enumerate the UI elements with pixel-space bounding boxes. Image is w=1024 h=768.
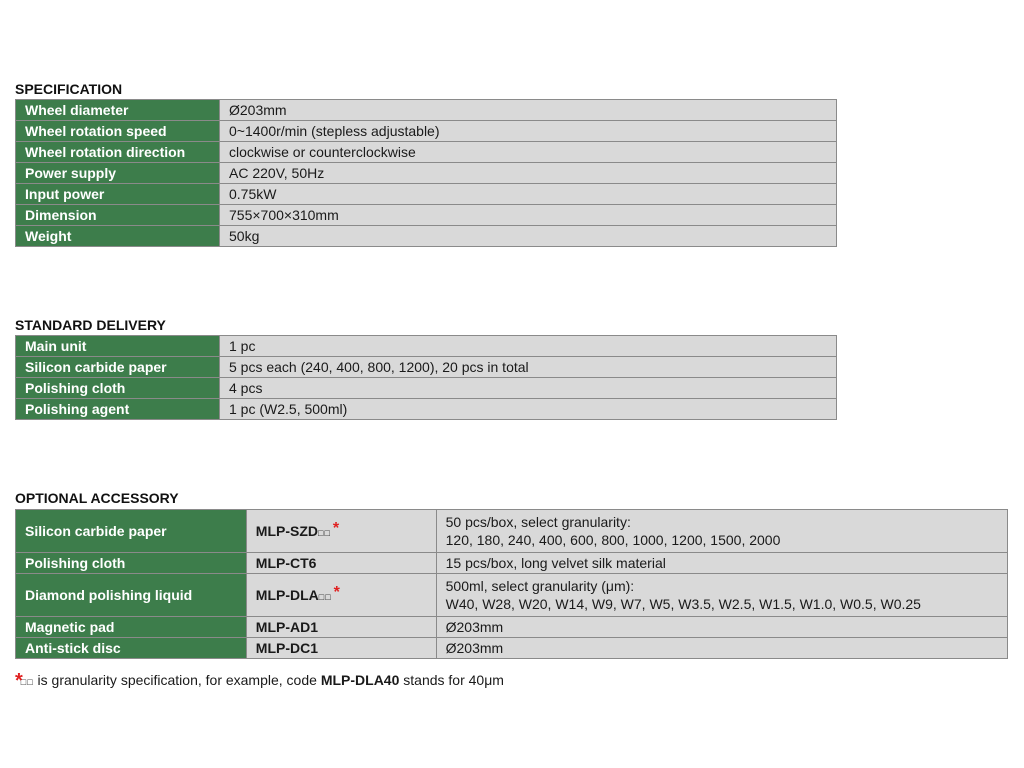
asterisk-icon: *: [15, 670, 23, 692]
delivery-label: Polishing cloth: [16, 378, 220, 399]
footnote-text: is granularity specification, for example, code: [33, 672, 321, 688]
accessory-description: [436, 510, 1007, 553]
spec-label: Power supply: [16, 163, 220, 184]
description-line: 120, 180, 240, 400, 600, 800, 1000, 1200, 1500, 2000: [445, 532, 781, 548]
description-line: 50 pcs/box, select granularity:: [445, 514, 631, 530]
spec-label: Weight: [16, 226, 220, 247]
table-row: [16, 184, 837, 205]
spec-label: Input power: [16, 184, 220, 205]
footnote-text-end: stands for 40μm: [399, 672, 504, 688]
accessory-label: Diamond polishing liquid: [16, 574, 247, 617]
optional-accessory-table: [15, 509, 1008, 659]
specification-table: [15, 99, 837, 247]
footnote-code: MLP-DLA40: [320, 672, 400, 688]
spec-value: 0.75kW: [220, 184, 837, 205]
table-row: [16, 617, 1008, 638]
table-row: [16, 205, 837, 226]
accessory-description: Ø203mm: [436, 638, 1007, 659]
spec-value: clockwise or counterclockwise: [220, 142, 837, 163]
accessory-code: [246, 574, 436, 617]
accessory-code: MLP-AD1: [246, 617, 436, 638]
table-row: [16, 121, 837, 142]
delivery-label: Silicon carbide paper: [16, 357, 220, 378]
table-row: [16, 638, 1008, 659]
accessory-label: Polishing cloth: [16, 553, 247, 574]
accessory-label: Magnetic pad: [16, 617, 247, 638]
delivery-value: 5 pcs each (240, 400, 800, 1200), 20 pcs in total: [220, 357, 837, 378]
spec-value: 0~1400r/min (stepless adjustable): [220, 121, 837, 142]
accessory-description: 15 pcs/box, long velvet silk material: [436, 553, 1007, 574]
table-row: [16, 100, 837, 121]
description-line: 500ml, select granularity (μm):: [445, 578, 635, 594]
accessory-label: Anti-stick disc: [16, 638, 247, 659]
delivery-label: Polishing agent: [16, 399, 220, 420]
spec-label: Dimension: [16, 205, 220, 226]
spec-value: 755×700×310mm: [220, 205, 837, 226]
table-row: [16, 226, 837, 247]
description-line: W40, W28, W20, W14, W9, W7, W5, W3.5, W2.5, W1.5, W1.0, W0.5, W0.25: [445, 596, 921, 612]
footnote: [15, 668, 504, 691]
accessory-description: Ø203mm: [436, 617, 1007, 638]
table-row: [16, 357, 837, 378]
granularity-boxes: □□: [20, 677, 34, 687]
asterisk-icon: *: [332, 520, 340, 537]
specification-title: SPECIFICATION: [15, 81, 123, 97]
code-text: MLP-DLA: [255, 587, 319, 603]
accessory-code: [246, 510, 436, 553]
spec-value: AC 220V, 50Hz: [220, 163, 837, 184]
granularity-boxes: □□: [318, 528, 331, 538]
standard-delivery-table: [15, 335, 837, 420]
delivery-value: 1 pc (W2.5, 500ml): [220, 399, 837, 420]
spec-value: 50kg: [220, 226, 837, 247]
asterisk-icon: *: [333, 584, 340, 601]
delivery-value: 1 pc: [220, 336, 837, 357]
table-row: [16, 574, 1008, 617]
accessory-description: [436, 574, 1007, 617]
spec-value: Ø203mm: [220, 100, 837, 121]
delivery-label: Main unit: [16, 336, 220, 357]
table-row: [16, 553, 1008, 574]
table-row: [16, 142, 837, 163]
table-row: [16, 336, 837, 357]
spec-label: Wheel rotation direction: [16, 142, 220, 163]
table-row: [16, 510, 1008, 553]
delivery-value: 4 pcs: [220, 378, 837, 399]
granularity-boxes: □□: [318, 592, 332, 602]
accessory-code: MLP-DC1: [246, 638, 436, 659]
code-text: MLP-SZD: [255, 523, 319, 539]
optional-accessory-title: OPTIONAL ACCESSORY: [15, 490, 179, 506]
accessory-label: Silicon carbide paper: [16, 510, 247, 553]
spec-label: Wheel diameter: [16, 100, 220, 121]
standard-delivery-title: STANDARD DELIVERY: [15, 317, 166, 333]
table-row: [16, 378, 837, 399]
table-row: [16, 163, 837, 184]
accessory-code: MLP-CT6: [246, 553, 436, 574]
spec-label: Wheel rotation speed: [16, 121, 220, 142]
table-row: [16, 399, 837, 420]
